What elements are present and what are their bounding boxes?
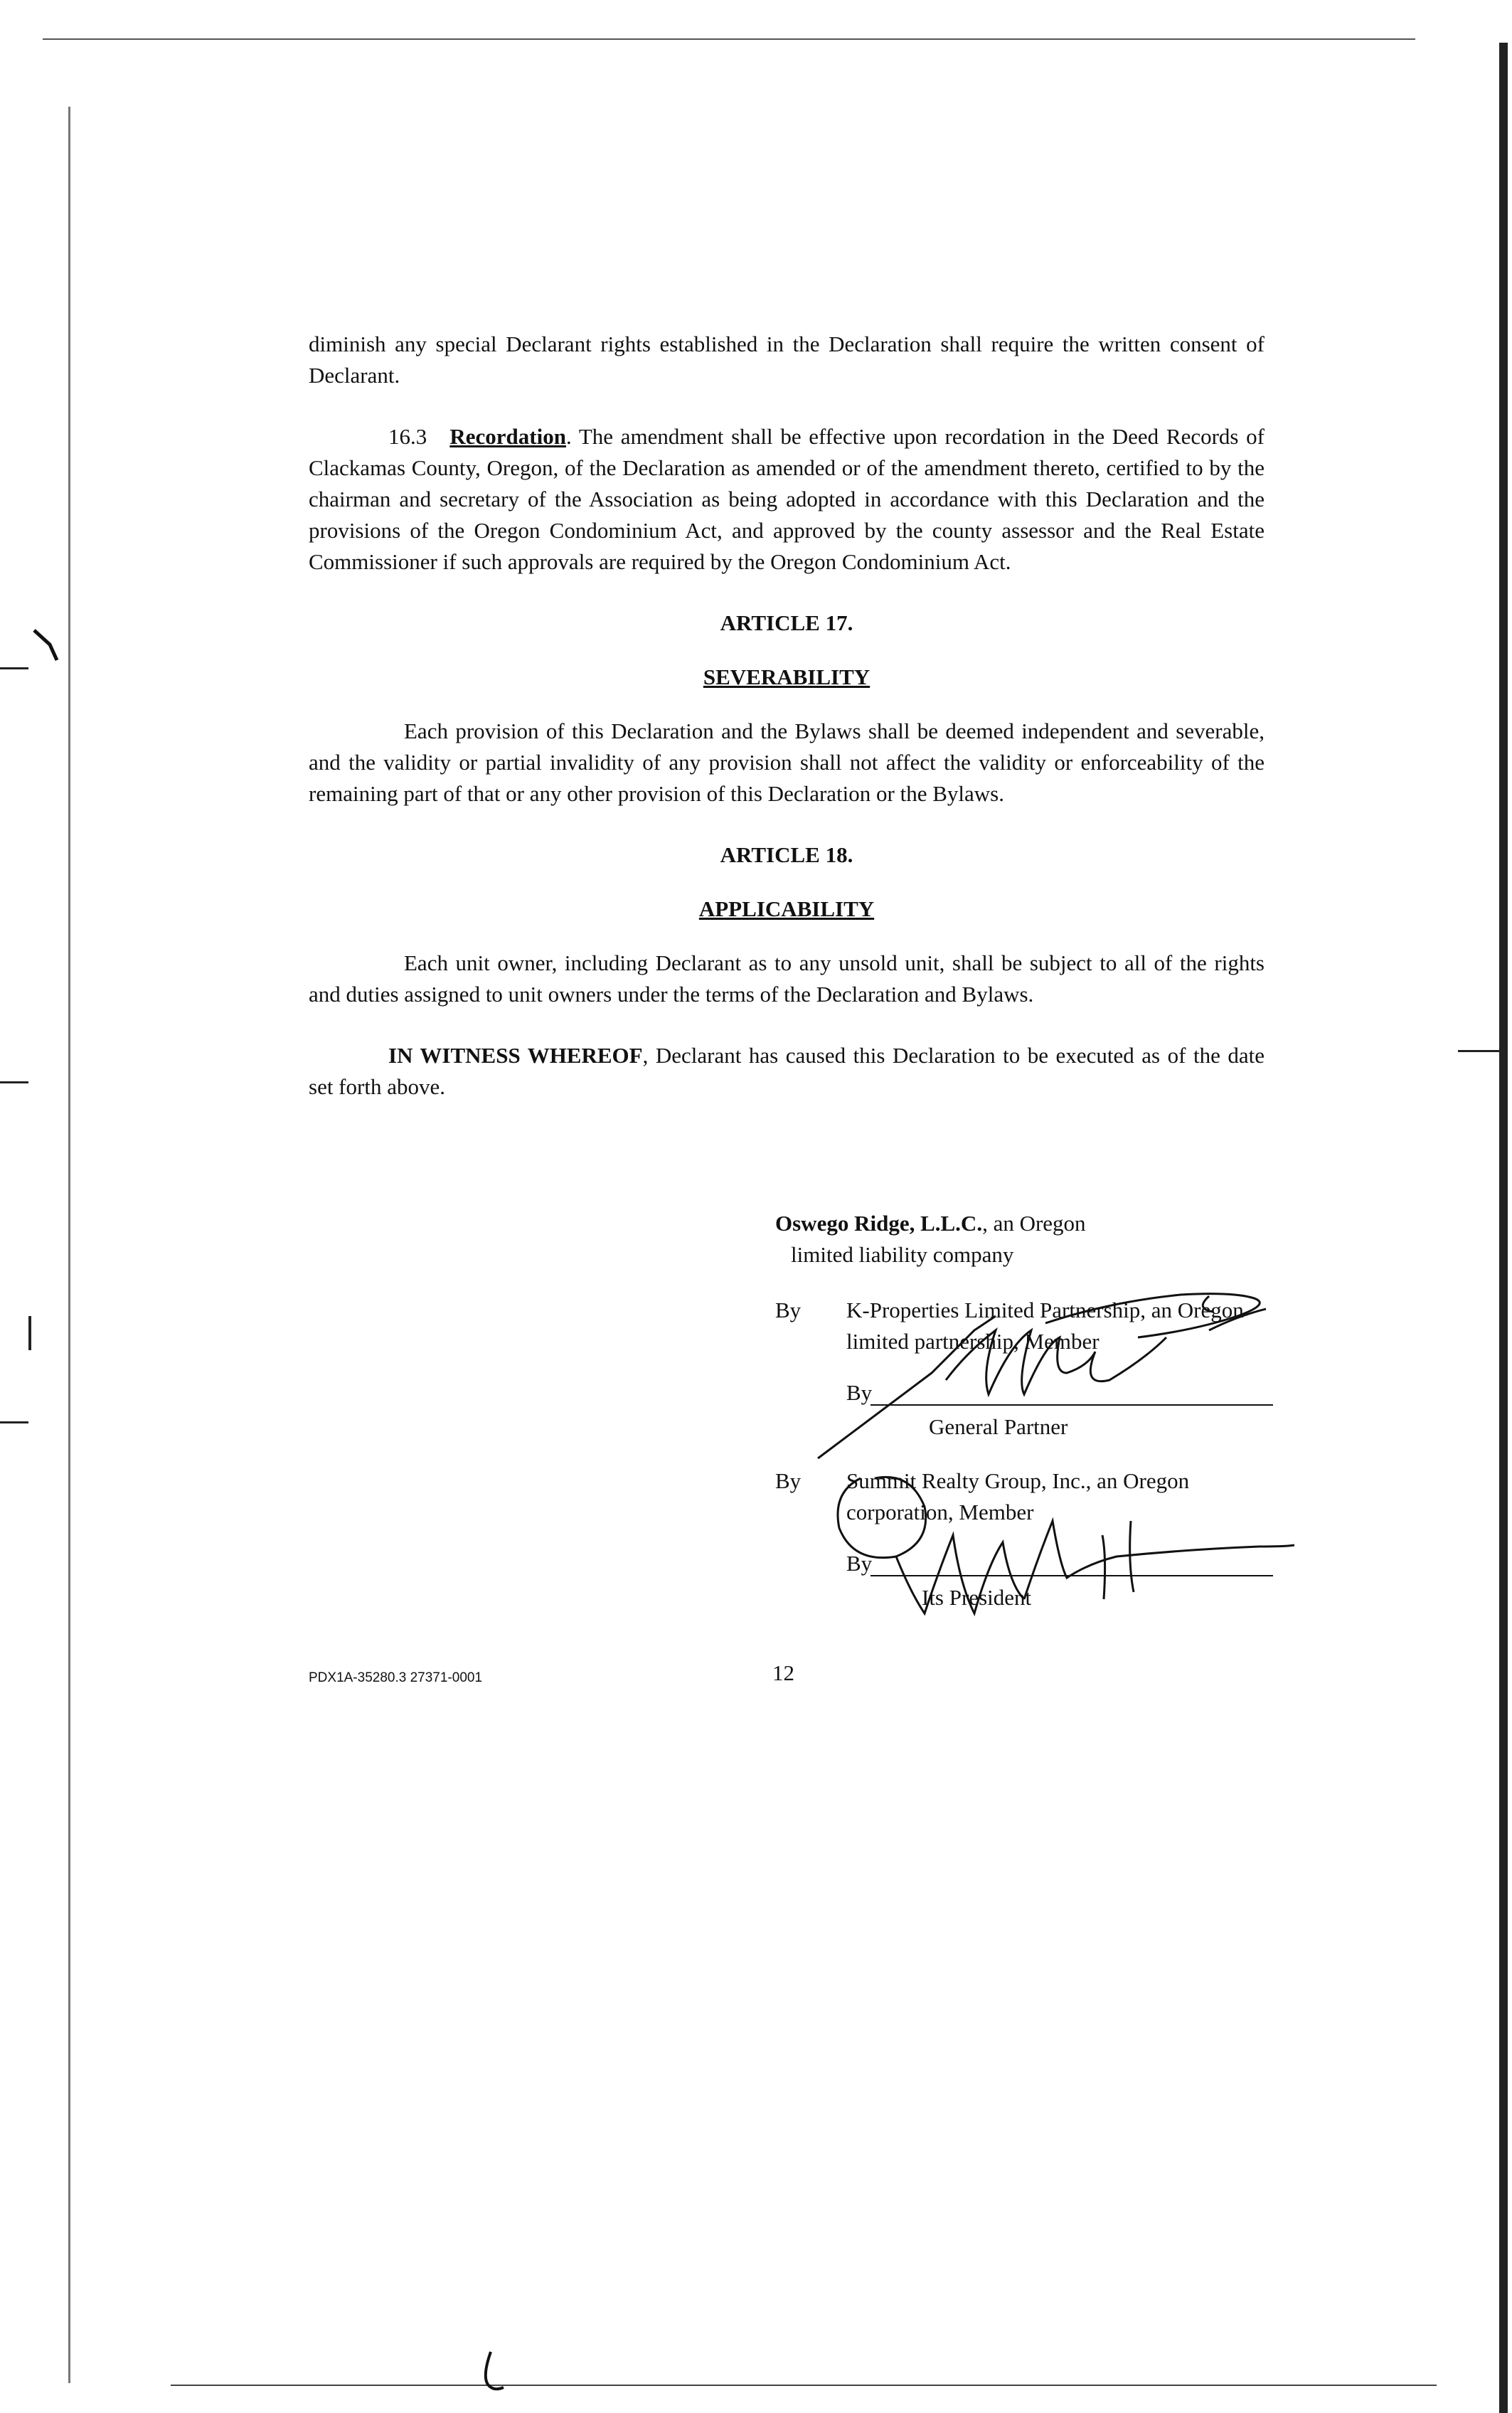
by-label-2: By xyxy=(775,1468,802,1493)
member-2: Summit Realty Group, Inc., an Oregon corporation, Member xyxy=(846,1468,1190,1524)
continued-paragraph: diminish any special Declarant rights established in the Declaration shall require the written consent of Declarant. xyxy=(309,332,1265,388)
by-label-1: By xyxy=(775,1298,802,1322)
bottom-edge-scan-line xyxy=(171,2385,1437,2386)
section-16-3-number: 16.3 xyxy=(388,424,427,449)
company-name: Oswego Ridge, L.L.C. xyxy=(775,1211,983,1236)
witness-paragraph xyxy=(309,1040,1265,1103)
company-line xyxy=(775,1208,1273,1239)
sign-by-1: By xyxy=(846,1380,873,1405)
left-margin-mark xyxy=(28,1316,31,1350)
document-code: PDX1A-35280.3 27371-0001 xyxy=(309,1670,483,1685)
witness-lead: IN WITNESS WHEREOF xyxy=(388,1043,643,1068)
document-body xyxy=(309,329,1265,1103)
left-edge-scan-line xyxy=(68,107,70,2383)
section-16-3 xyxy=(309,421,1265,578)
witness-text: , Declarant has caused this Declaration to be executed as of the date set forth above. xyxy=(309,1043,1265,1099)
company-line-2: limited liability company xyxy=(791,1242,1014,1267)
section-16-3-title: Recordation xyxy=(449,424,566,449)
article-17-title: SEVERABILITY xyxy=(703,664,871,689)
top-edge-scan-line xyxy=(43,38,1415,40)
handwritten-signature-1 xyxy=(811,1288,1294,1473)
left-margin-mark xyxy=(0,1421,28,1423)
sign-by-2: By xyxy=(846,1551,873,1576)
bottom-scribble-mark xyxy=(469,2348,512,2397)
article-18-heading: ARTICLE 18. xyxy=(720,842,853,867)
member-1: K-Properties Limited Partnership, an Oregon limited partnership, Member xyxy=(846,1298,1244,1354)
page-number: 12 xyxy=(772,1660,794,1685)
company-rest: , an Oregon xyxy=(982,1211,1086,1236)
section-16-3-text: . The amendment shall be effective upon recordation in the Deed Records of Clackamas County, Oregon, of the Declaration as amended or of the amendment thereto, certified to by the chairman and secretary of the Association as being adopted in accordance with this Declaration and the provisions of the Oregon Condominium Act, and approved by the county assessor and the Real Estate Commissioner if such approvals are required by the Oregon Condominium Act. xyxy=(309,424,1265,574)
handwritten-signature-2 xyxy=(818,1457,1316,1628)
article-17-text: Each provision of this Declaration and the Bylaws shall be deemed independent and severable, and the validity or partial invalidity of any provision shall not affect the validity or enforceability of the remaining part of that or any other provision of this Declaration or the Bylaws. xyxy=(309,718,1265,806)
signatory-2-title: Its President xyxy=(922,1585,1032,1610)
margin-tick-mark xyxy=(28,626,64,669)
left-margin-mark xyxy=(0,667,28,669)
signatory-1-title: General Partner xyxy=(929,1414,1068,1439)
article-17-heading: ARTICLE 17. xyxy=(720,610,853,635)
left-margin-mark xyxy=(0,1081,28,1083)
right-edge-scan-line xyxy=(1499,43,1508,2413)
right-margin-mark xyxy=(1458,1050,1501,1052)
article-18-title: APPLICABILITY xyxy=(698,896,875,921)
article-18-text: Each unit owner, including Declarant as to any unsold unit, shall be subject to all of the rights and duties assigned to unit owners under the terms of the Declaration and Bylaws. xyxy=(309,950,1265,1007)
